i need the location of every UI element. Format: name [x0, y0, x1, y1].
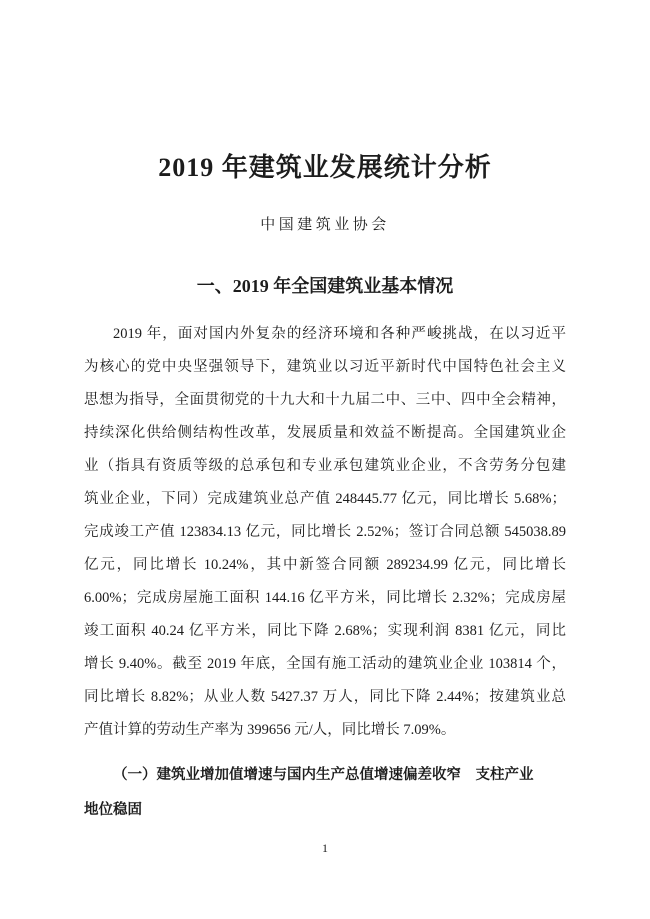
body-line: 增长 9.40%。截至 2019 年底，全国有施工活动的建筑业企业 103814 个，	[84, 656, 566, 672]
body-line: 持续深化供给侧结构性改革，发展质量和效益不断提高。全国建筑业企	[84, 425, 566, 441]
body-line: 完成竣工产值 123834.13 亿元，同比增长 2.52%；签订合同总额 545038.89	[84, 524, 566, 540]
section-heading: 一、2019 年全国建筑业基本情况	[196, 276, 454, 296]
body-line: 产值计算的劳动生产率为 399656 元/人，同比增长 7.09%。	[84, 722, 456, 738]
body-line: 竣工面积 40.24 亿平方米，同比下降 2.68%；实现利润 8381 亿元，同比	[84, 623, 566, 639]
body-paragraph	[84, 318, 566, 747]
body-line: 亿元，同比增长 10.24%，其中新签合同额 289234.99 亿元，同比增长	[84, 557, 566, 573]
document-author: 中国建筑业协会	[260, 217, 390, 233]
subsection-heading-line: （一）建筑业增加值增速与国内生产总值增速偏差收窄 支柱产业	[113, 767, 534, 783]
subsection-heading-line: 地位稳固	[84, 802, 142, 818]
body-line: 筑业企业，下同）完成建筑业总产值 248445.77 亿元，同比增长 5.68%；	[84, 491, 566, 507]
body-line: 6.00%；完成房屋施工面积 144.16 亿平方米，同比增长 2.32%；完成房屋	[84, 590, 566, 606]
body-line: 为核心的党中央坚强领导下，建筑业以习近平新时代中国特色社会主义	[84, 359, 566, 375]
page-number: 1	[322, 841, 328, 855]
subsection-heading	[84, 758, 566, 828]
body-line: 思想为指导，全面贯彻党的十九大和十九届二中、三中、四中全会精神，	[84, 392, 566, 408]
body-line: 同比增长 8.82%；从业人数 5427.37 万人，同比下降 2.44%；按建筑业总	[84, 689, 566, 705]
body-line: 业（指具有资质等级的总承包和专业承包建筑业企业，不含劳务分包建	[84, 458, 566, 474]
document-title: 2019 年建筑业发展统计分析	[158, 153, 492, 182]
body-line: 2019 年，面对国内外复杂的经济环境和各种严峻挑战，在以习近平	[113, 326, 566, 342]
